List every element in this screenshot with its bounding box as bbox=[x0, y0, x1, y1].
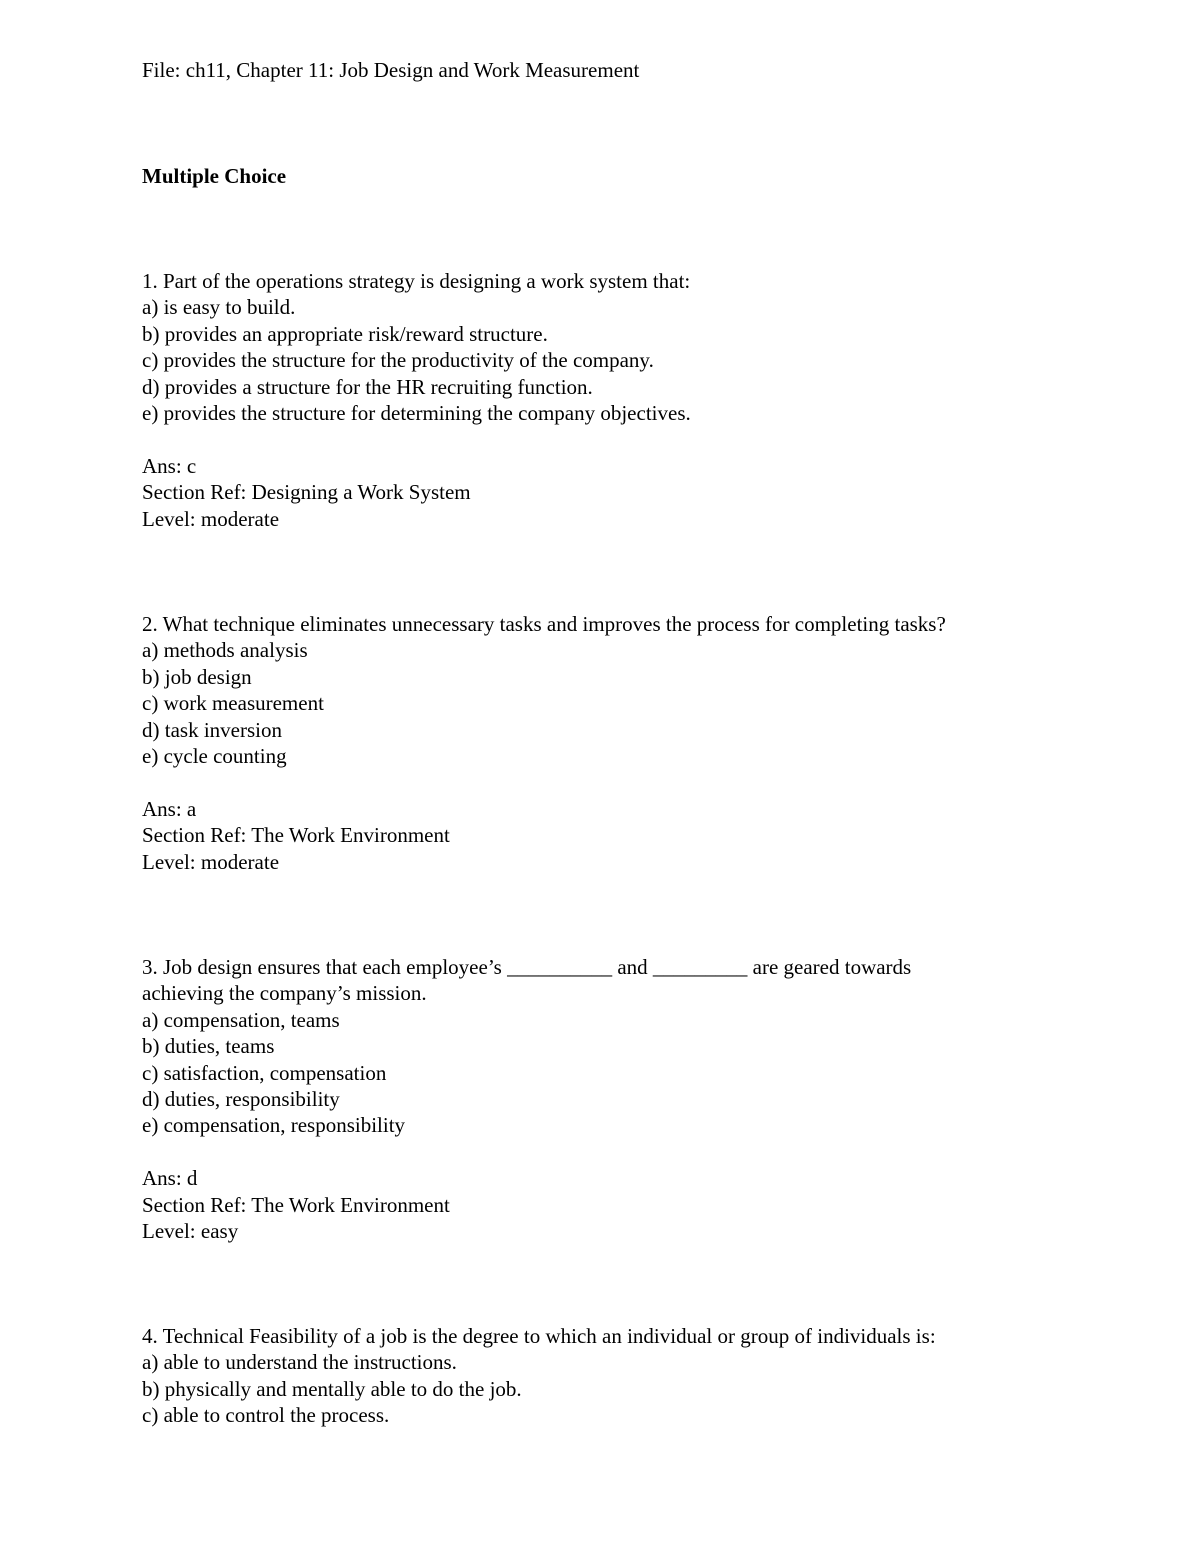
option-a: a) methods analysis bbox=[142, 638, 308, 663]
difficulty-level: Level: moderate bbox=[142, 849, 280, 874]
question-stem: 1. Part of the operations strategy is designing a work system that: bbox=[142, 269, 691, 293]
option-b: b) job design bbox=[142, 664, 252, 689]
question-3 bbox=[142, 954, 1152, 1244]
difficulty-level: Level: moderate bbox=[142, 506, 280, 531]
option-a: a) is easy to build. bbox=[142, 295, 296, 320]
answer: Ans: a bbox=[142, 796, 197, 821]
answer: Ans: c bbox=[142, 453, 197, 478]
option-e: e) cycle counting bbox=[142, 744, 287, 769]
question-4 bbox=[142, 1323, 1152, 1429]
option-a: a) able to understand the instructions. bbox=[142, 1350, 457, 1375]
difficulty-level: Level: easy bbox=[142, 1219, 239, 1244]
option-e: e) compensation, responsibility bbox=[142, 1113, 406, 1138]
section-ref: Section Ref: The Work Environment bbox=[142, 1192, 450, 1217]
section-ref: Section Ref: Designing a Work System bbox=[142, 480, 471, 505]
question-stem: 2. What technique eliminates unnecessary tasks and improves the process for completing tasks? bbox=[142, 612, 946, 636]
section-heading: Multiple Choice bbox=[142, 164, 287, 188]
document-page bbox=[142, 57, 1152, 1428]
option-b: b) physically and mentally able to do the job. bbox=[142, 1376, 522, 1401]
answer: Ans: d bbox=[142, 1166, 198, 1191]
file-title: File: ch11, Chapter 11: Job Design and Work Measurement bbox=[142, 58, 640, 82]
option-c: c) able to control the process. bbox=[142, 1403, 390, 1428]
option-c: c) work measurement bbox=[142, 691, 324, 716]
answer-block bbox=[142, 1165, 1152, 1244]
answer-block bbox=[142, 796, 1152, 875]
question-stem: 4. Technical Feasibility of a job is the degree to which an individual or group of individuals is: bbox=[142, 1324, 936, 1348]
question-stem-continued: achieving the company’s mission. bbox=[142, 981, 427, 1006]
option-c: c) satisfaction, compensation bbox=[142, 1060, 387, 1085]
question-1 bbox=[142, 268, 1152, 532]
option-e: e) provides the structure for determining the company objectives. bbox=[142, 401, 691, 426]
option-b: b) provides an appropriate risk/reward structure. bbox=[142, 321, 548, 346]
option-a: a) compensation, teams bbox=[142, 1007, 340, 1032]
option-b: b) duties, teams bbox=[142, 1034, 275, 1059]
option-d: d) task inversion bbox=[142, 717, 282, 742]
question-stem: 3. Job design ensures that each employee’s __________ and _________ are geared towards bbox=[142, 955, 912, 979]
section-ref: Section Ref: The Work Environment bbox=[142, 823, 450, 848]
option-d: d) provides a structure for the HR recruiting function. bbox=[142, 374, 593, 399]
option-c: c) provides the structure for the productivity of the company. bbox=[142, 348, 654, 373]
question-2 bbox=[142, 611, 1152, 875]
answer-block bbox=[142, 453, 1152, 532]
option-d: d) duties, responsibility bbox=[142, 1087, 340, 1112]
